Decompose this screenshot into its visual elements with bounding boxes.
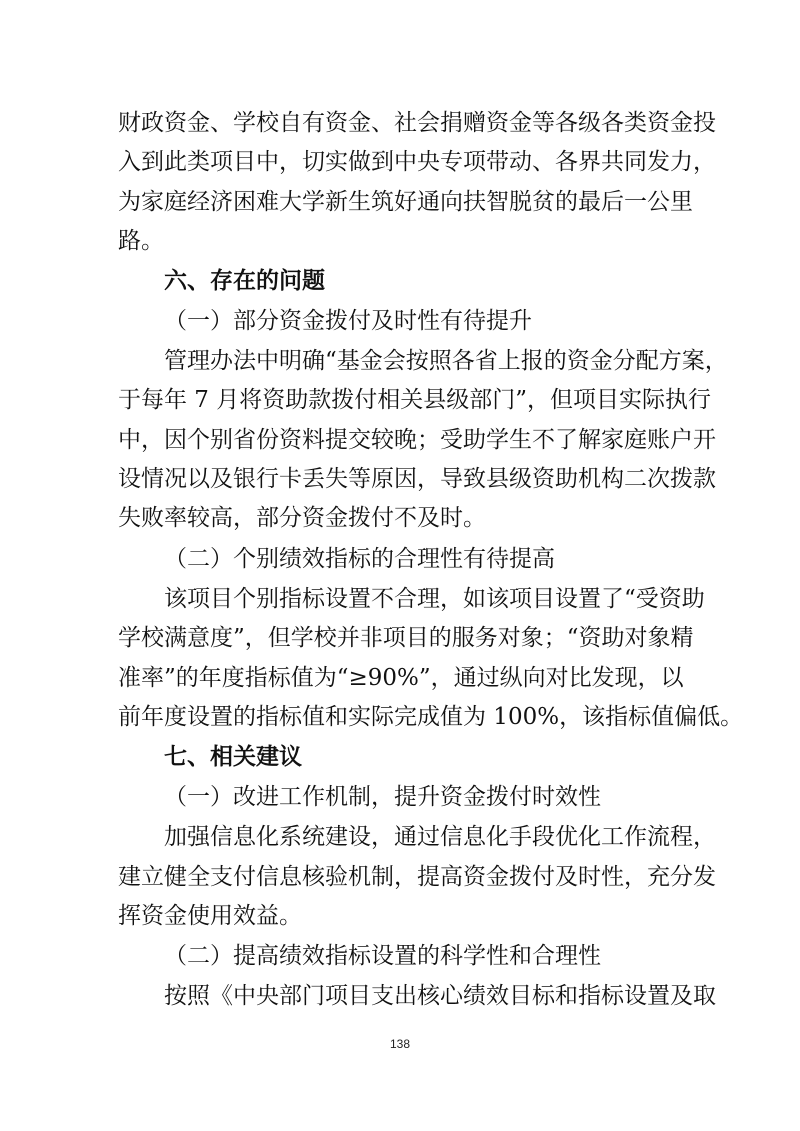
body-text-line: 中，因个别省份资料提交较晚；受助学生不了解家庭账户开 bbox=[118, 427, 716, 453]
body-text-line: 挥资金使用效益。 bbox=[118, 903, 302, 929]
body-text-line: 该项目个别指标设置不合理，如该项目设置了“受资助 bbox=[164, 586, 705, 612]
body-text-line: 设情况以及银行卡丢失等原因，导致县级资助机构二次拨款 bbox=[118, 466, 716, 492]
subsection-heading: （二）个别绩效指标的合理性有待提高 bbox=[164, 546, 555, 572]
body-text-line: 学校满意度”，但学校并非项目的服务对象；“资助对象精 bbox=[118, 625, 694, 651]
body-text-line: 于每年 7 月将资助款拨付相关县级部门”，但项目实际执行 bbox=[118, 387, 712, 413]
subsection-heading: （二）提高绩效指标设置的科学性和合理性 bbox=[164, 943, 601, 969]
body-text-line: 建立健全支付信息核验机制，提高资金拨付及时性，充分发 bbox=[118, 864, 716, 890]
body-text-line: 失败率较高，部分资金拨付不及时。 bbox=[118, 505, 486, 531]
body-text-line: 准率”的年度指标值为“≥90%”，通过纵向对比发现，以 bbox=[118, 665, 684, 691]
body-text-line: 为家庭经济困难大学新生筑好通向扶智脱贫的最后一公里 bbox=[118, 189, 693, 215]
body-text-line: 财政资金、学校自有资金、社会捐赠资金等各级各类资金投 bbox=[118, 110, 716, 136]
body-text-line: 入到此类项目中，切实做到中央专项带动、各界共同发力， bbox=[118, 149, 716, 175]
body-text-line: 路。 bbox=[118, 228, 164, 254]
body-text-line: 按照《中央部门项目支出核心绩效目标和指标设置及取 bbox=[164, 983, 716, 1009]
subsection-heading: （一）改进工作机制，提升资金拨付时效性 bbox=[164, 784, 601, 810]
section-heading: 七、相关建议 bbox=[164, 744, 302, 770]
page-number: 138 bbox=[389, 1037, 411, 1051]
body-text-line: 管理办法中明确“基金会按照各省上报的资金分配方案， bbox=[164, 348, 728, 374]
body-text-line: 前年度设置的指标值和实际完成值为 100%，该指标值偏低。 bbox=[118, 704, 744, 730]
body-text-line: 加强信息化系统建设，通过信息化手段优化工作流程， bbox=[164, 824, 716, 850]
section-heading: 六、存在的问题 bbox=[164, 268, 325, 294]
subsection-heading: （一）部分资金拨付及时性有待提升 bbox=[164, 308, 532, 334]
